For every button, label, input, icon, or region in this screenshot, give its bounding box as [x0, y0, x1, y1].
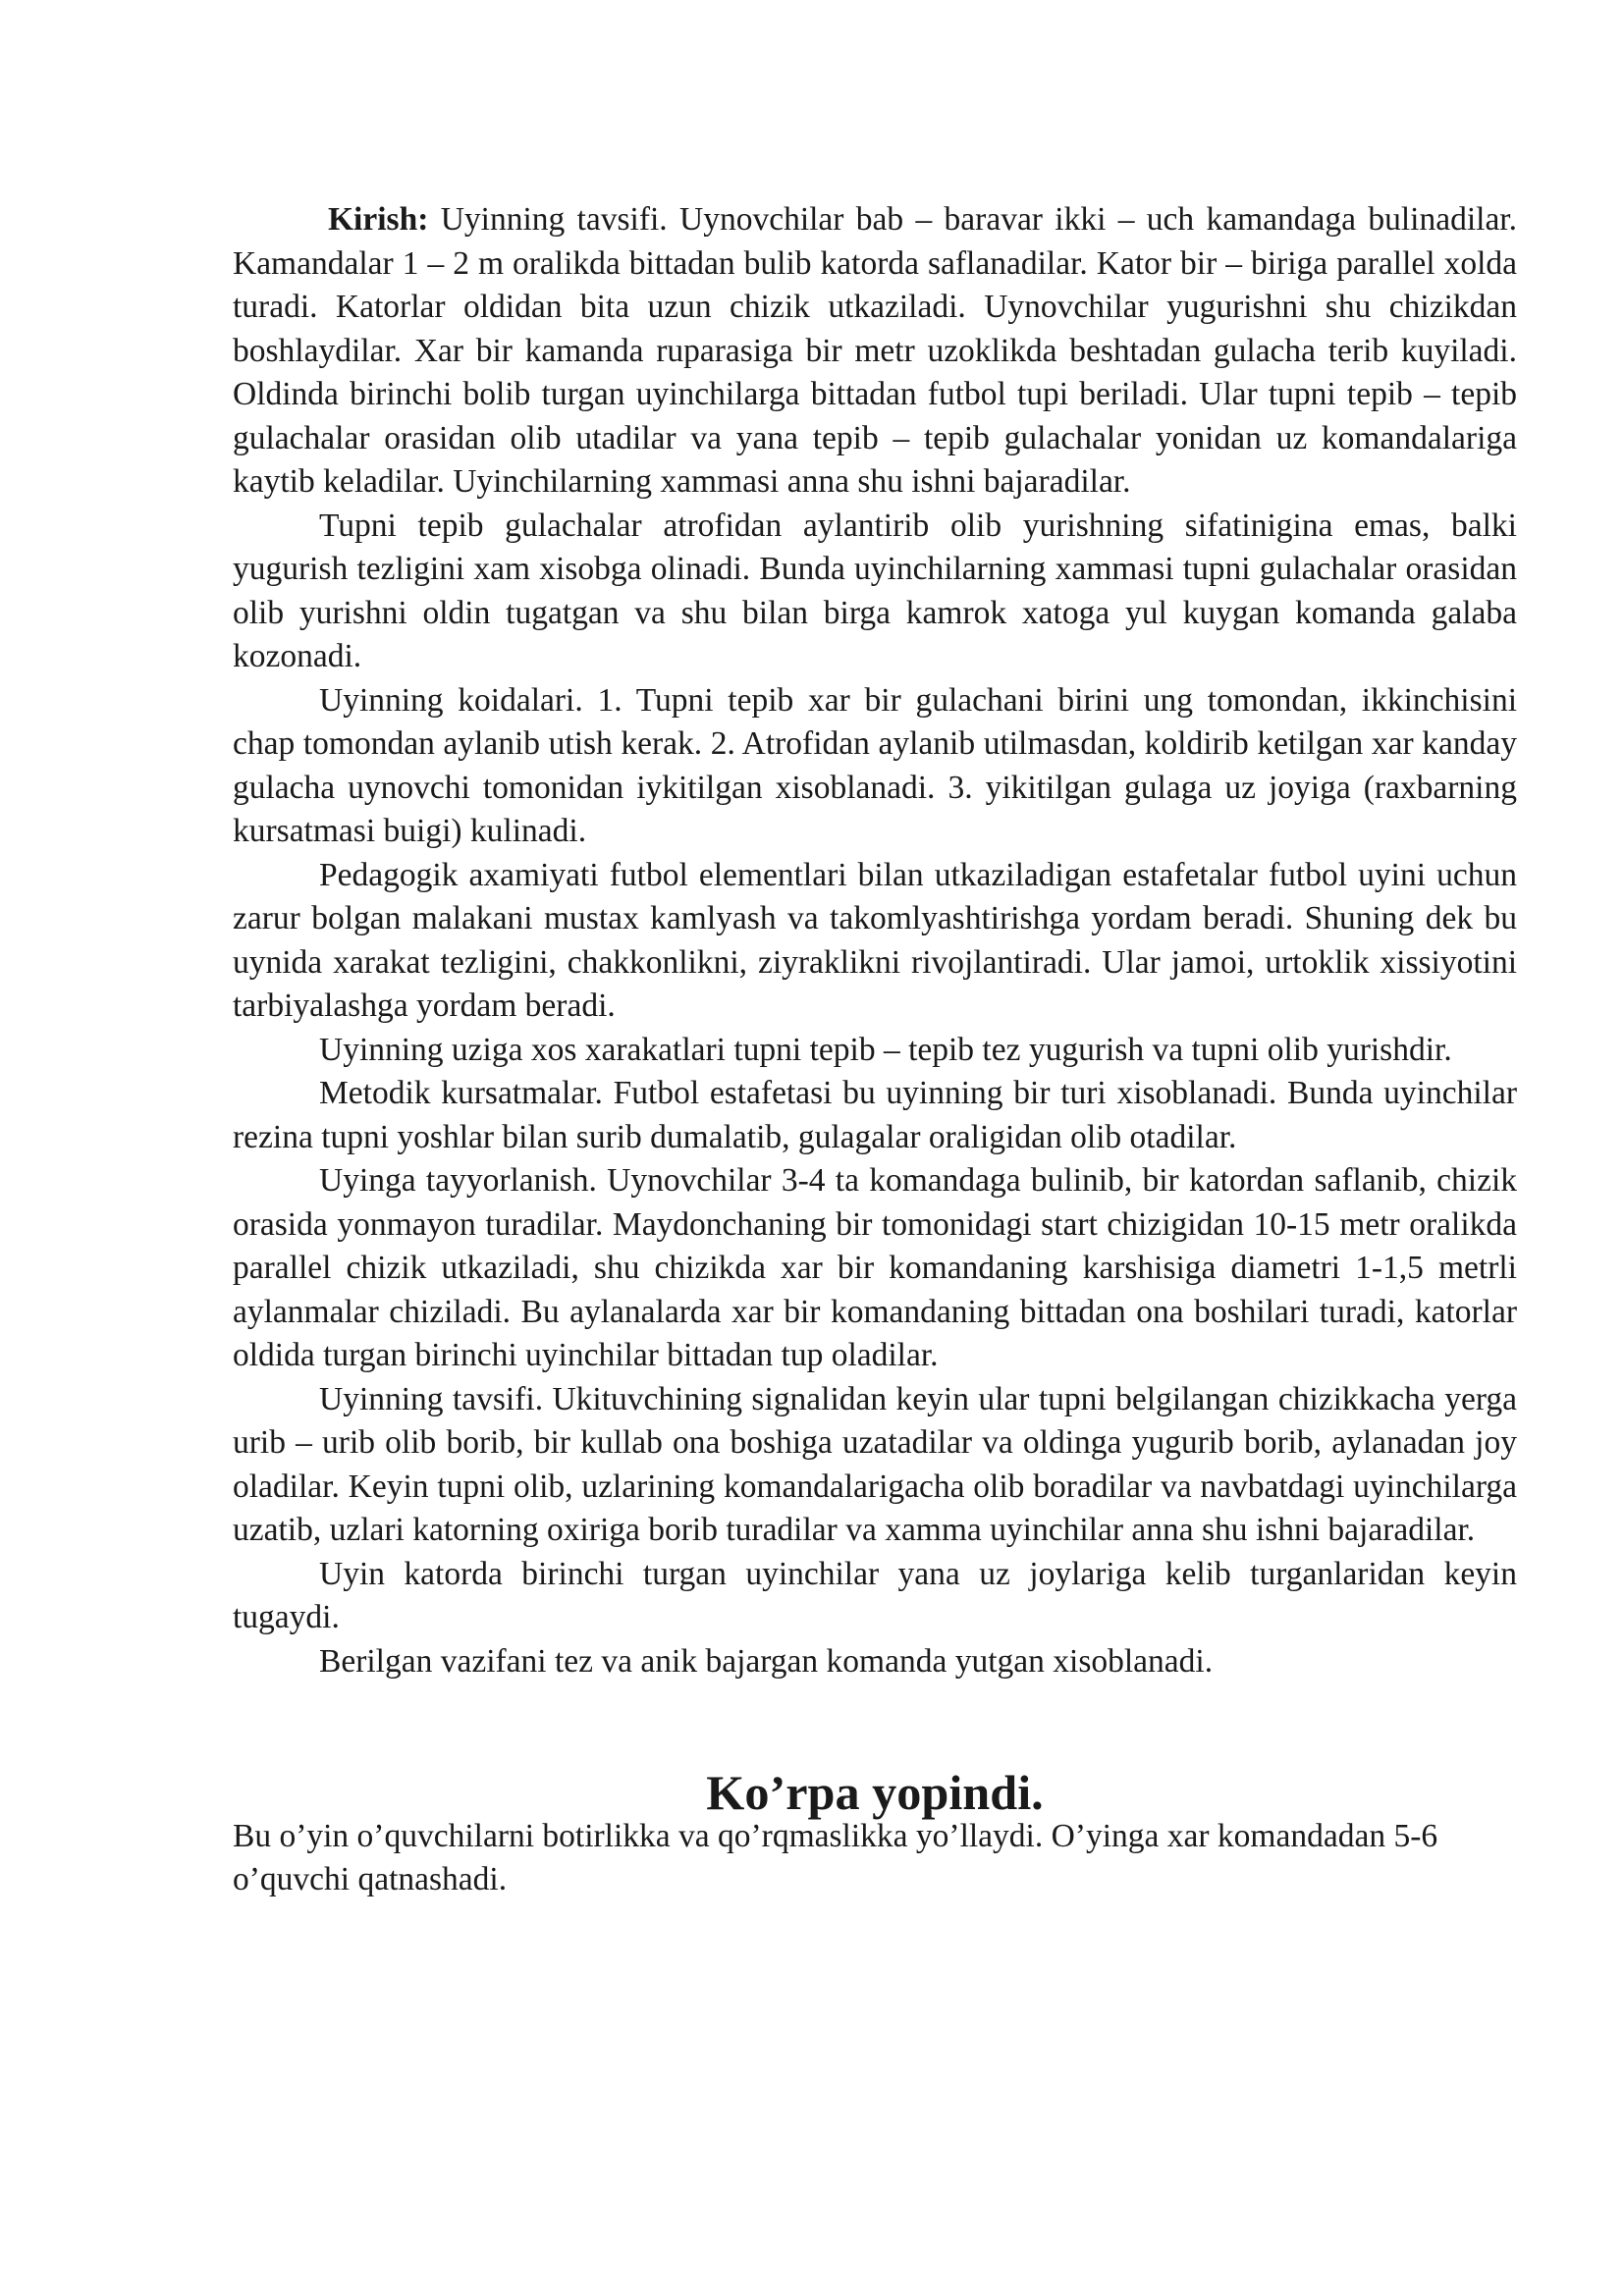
intro-lead: Kirish: — [328, 201, 429, 238]
paragraph-game-end: Uyin katorda birinchi turgan uyinchilar yana uz joylariga kelib turganlaridan keyin tugaydi. — [233, 1555, 1517, 1635]
paragraph-scoring: Tupni tepib gulachalar atrofidan aylantirib olib yurishning sifatinigina emas, balki yugurish tezligini xam xisobga olinadi. Bunda uyinchilarning xammasi tupni gulachalar orasidan olib yurishni oldin tugatgan va shu bilan birga kamrok xatoga yul kuygan komanda galaba kozonadi. — [233, 507, 1517, 674]
paragraph-rules: Uyinning koidalari. 1. Tupni tepib xar bir gulachani birini ung tomondan, ikkinchisini chap tomondan aylanib utish kerak. 2. Atrofidan aylanib utilmasdan, koldirib ketilgan xar kanday gulacha uynovchi tomonidan iykitilgan xisoblanadi. 3. yikitilgan gulaga uz joyiga (raxbarning kursatmasi buigi) kulinadi. — [233, 681, 1517, 849]
paragraph-methodical-notes: Metodik kursatmalar. Futbol estafetasi bu uyinning bir turi xisoblanadi. Bunda uyinchilar rezina tupni yoshlar bilan surib dumalatib, gulagalar oraligidan olib otadilar. — [233, 1075, 1517, 1155]
section-spacer — [233, 1683, 1517, 1771]
document-page — [233, 198, 1517, 1902]
paragraph-preparation: Uyinga tayyorlanish. Uynovchilar 3-4 ta komandaga bulinib, bir katordan saflanib, chizik orasida yonmayon turadilar. Maydonchaning bir tomonidagi start chizigidan 10-15 metr oralikda parallel chizik utkaziladi, shu chizikda xar bir komandaning karshisiga diametri 1-1,5 metrli aylanmalar chiziladi. Bu aylanalarda xar bir komandaning bittadan ona boshilari turadi, katorlar oldida turgan birinchi uyinchilar bittadan tup oladilar. — [233, 1162, 1517, 1373]
paragraph-characteristic-moves: Uyinning uziga xos xarakatlari tupni tepib – tepib tez yugurish va tupni olib yurishdir. — [319, 1031, 1452, 1068]
section-title: Ko’rpa yopindi. — [706, 1765, 1044, 1820]
intro-text: Uyinning tavsifi. Uynovchilar bab – baravar ikki – uch kamandaga bulinadilar. Kamandalar 1 – 2 m oralikda bittadan bulib katorda saflanadilar. Kator bir – biriga parallel xolda turadi. Katorlar oldidan bita uzun chizik utkaziladi. Uynovchilar yugurishni shu chizikdan boshlaydilar. Xar bir kamanda ruparasiga bir metr uzoklikda beshtadan gulacha terib kuyiladi. Oldinda birinchi bolib turgan uyinchilarga bittadan futbol tupi beriladi. Ular tupni tepib – tepib gulachalar orasidan olib utadilar va yana tepib – tepib gulachalar yonidan uz komandalariga kaytib keladilar. Uyinchilarning xammasi anna shu ishni bajaradilar. — [233, 201, 1517, 500]
paragraph-pedagogical-value: Pedagogik axamiyati futbol elementlari bilan utkaziladigan estafetalar futbol uyini uchun zarur bolgan malakani mustax kamlyash va takomlyashtirishga yordam beradi. Shuning dek bu uynida xarakat tezligini, chakkonlikni, ziyraklikni rivojlantiradi. Ular jamoi, urtoklik xissiyotini tarbiyalashga yordam beradi. — [233, 856, 1517, 1024]
paragraph-winner: Berilgan vazifani tez va anik bajargan komanda yutgan xisoblanadi. — [319, 1642, 1214, 1680]
section-paragraph: Bu o’yin o’quvchilarni botirlikka va qo’rqmaslikka yo’llaydi. O’yinga xar komandadan 5-6 o’quvchi qatnashadi. — [233, 1817, 1438, 1897]
paragraph-game-description: Uyinning tavsifi. Ukituvchining signalidan keyin ular tupni belgilangan chizikkacha yerga urib – urib olib borib, bir kullab ona boshiga uzatadilar va oldinga yugurib borib, aylanadan joy oladilar. Keyin tupni olib, uzlarining komandalarigacha olib boradilar va navbatdagi uyinchilarga uzatib, uzlari katorning oxiriga borib turadilar va xamma uyinchilar anna shu ishni bajaradilar. — [233, 1380, 1517, 1548]
intro-paragraph — [233, 198, 1517, 505]
